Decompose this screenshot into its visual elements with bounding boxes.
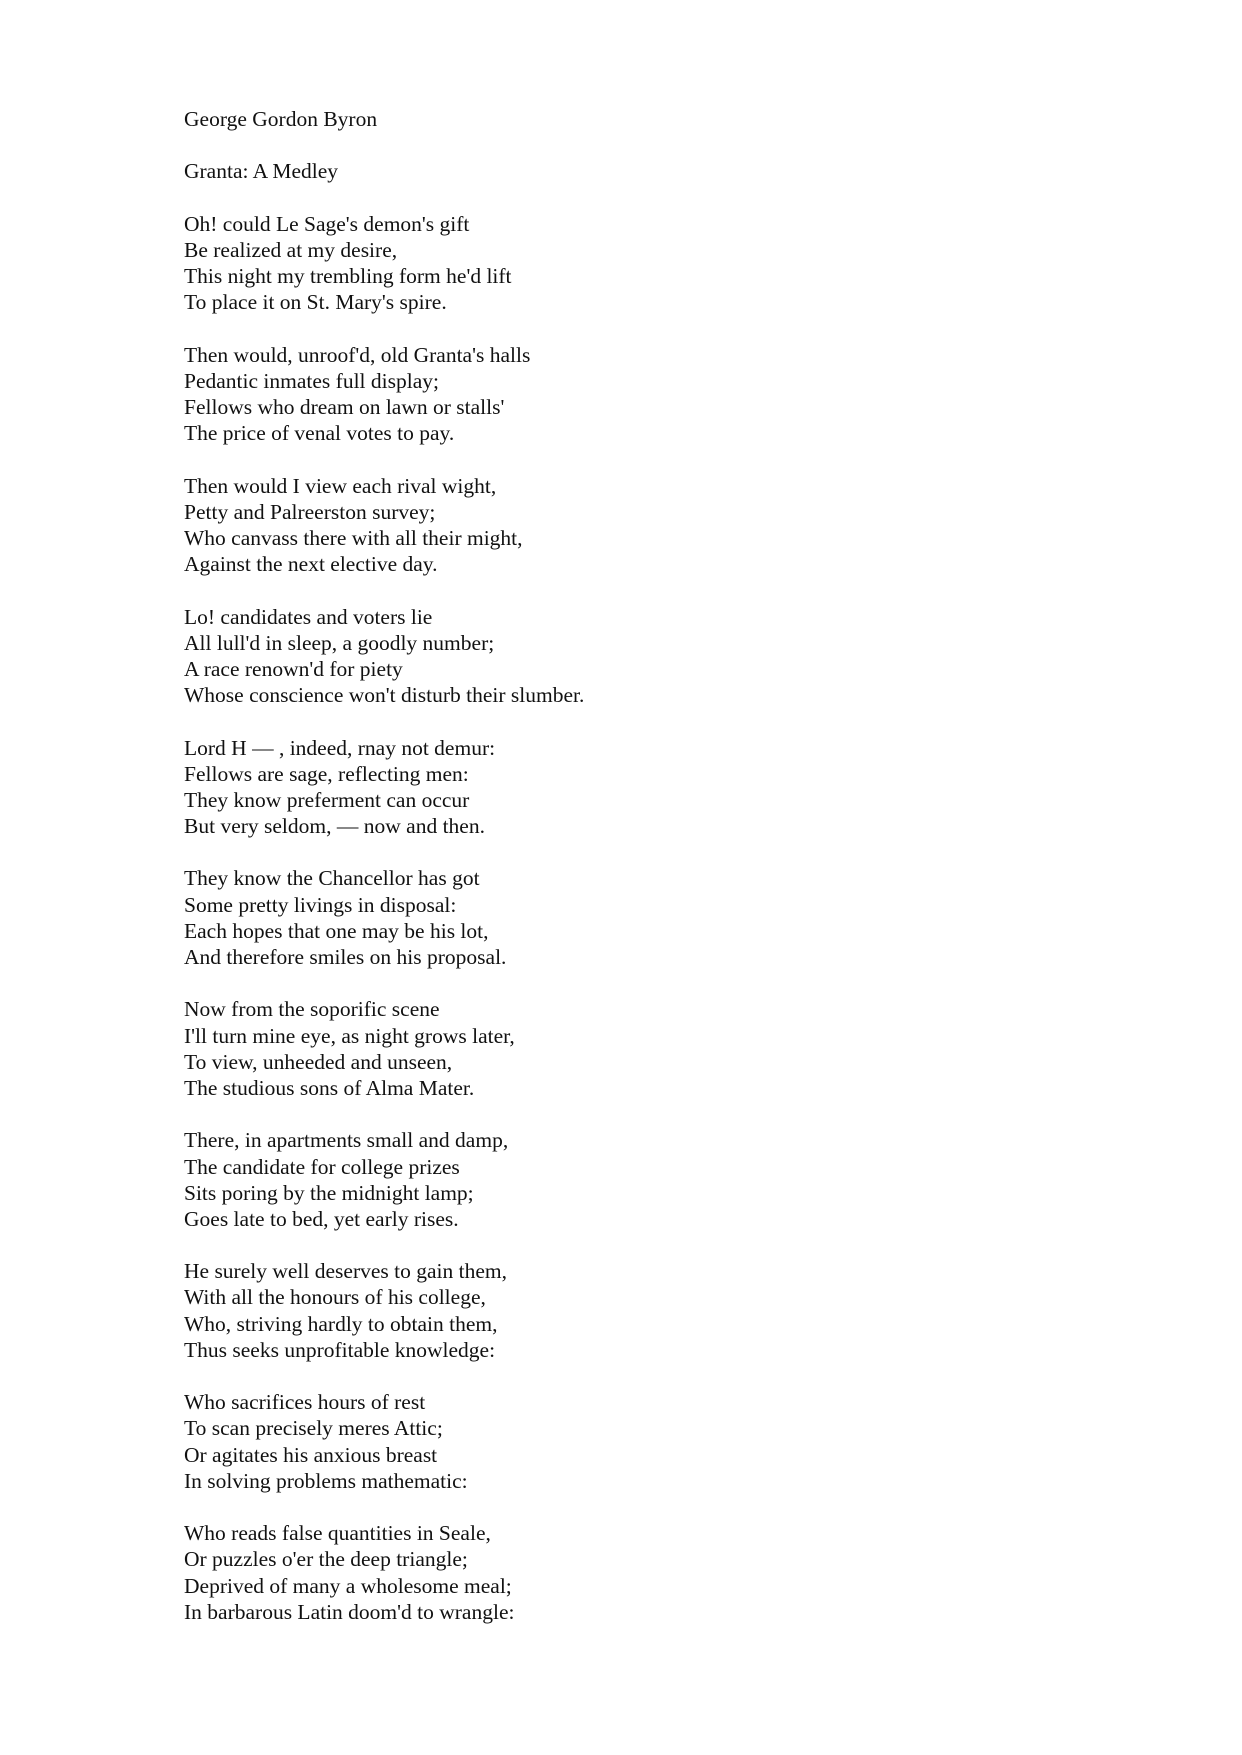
stanza-11 [184, 1520, 1164, 1625]
verse-line: A race renown'd for piety [184, 656, 403, 681]
verse-line: The candidate for college prizes [184, 1154, 460, 1179]
stanza-1 [184, 211, 1164, 316]
verse-line: Sits poring by the midnight lamp; [184, 1180, 474, 1205]
verse-line: With all the honours of his college, [184, 1285, 486, 1310]
stanza-10 [184, 1389, 1164, 1494]
verse-line: Then would I view each rival wight, [184, 473, 497, 498]
verse-line: Or agitates his anxious breast [184, 1442, 438, 1467]
verse-line: To view, unheeded and unseen, [184, 1049, 453, 1074]
verse-line: I'll turn mine eye, as night grows later, [184, 1023, 515, 1048]
verse-line: Who sacrifices hours of rest [184, 1390, 426, 1415]
verse-line: Some pretty livings in disposal: [184, 892, 457, 917]
verse-line: Then would, unroof'd, old Granta's halls [184, 342, 531, 367]
verse-line: Whose conscience won't disturb their slumber. [184, 683, 585, 708]
stanza-9 [184, 1258, 1164, 1363]
verse-line: In barbarous Latin doom'd to wrangle: [184, 1599, 515, 1624]
verse-line: He surely well deserves to gain them, [184, 1259, 508, 1284]
verse-line: And therefore smiles on his proposal. [184, 945, 507, 969]
verse-line: This night my trembling form he'd lift [184, 264, 512, 289]
verse-line: Fellows are sage, reflecting men: [184, 761, 469, 786]
verse-line: Each hopes that one may be his lot, [184, 918, 489, 943]
verse-line: Petty and Palreerston survey; [184, 499, 436, 524]
verse-line: Pedantic inmates full display; [184, 368, 439, 393]
stanza-7 [184, 996, 1164, 1101]
verse-line: Against the next elective day. [184, 552, 438, 577]
verse-line: They know preferment can occur [184, 787, 470, 812]
verse-line: But very seldom, — now and then. [184, 814, 485, 839]
verse-line: Thus seeks unprofitable knowledge: [184, 1337, 496, 1362]
stanza-4 [184, 604, 1164, 709]
verse-line: All lull'd in sleep, a goodly number; [184, 630, 495, 655]
verse-line: The price of venal votes to pay. [184, 421, 455, 446]
document-page [184, 106, 1164, 1651]
verse-line: Fellows who dream on lawn or stalls' [184, 395, 505, 420]
verse-line: There, in apartments small and damp, [184, 1128, 509, 1153]
verse-line: Now from the soporific scene [184, 997, 440, 1022]
verse-line: Oh! could Le Sage's demon's gift [184, 211, 470, 236]
stanza-3 [184, 473, 1164, 578]
verse-line: Be realized at my desire, [184, 237, 398, 262]
verse-line: To place it on St. Mary's spire. [184, 290, 447, 315]
verse-line: Who canvass there with all their might, [184, 526, 523, 550]
verse-line: They know the Chancellor has got [184, 866, 480, 891]
verse-line: Who, striving hardly to obtain them, [184, 1311, 498, 1336]
stanza-5 [184, 735, 1164, 840]
verse-line: Lord H — , indeed, rnay not demur: [184, 735, 496, 760]
verse-line: Deprived of many a wholesome meal; [184, 1573, 512, 1598]
verse-line: To scan precisely meres Attic; [184, 1416, 443, 1441]
stanza-6 [184, 865, 1164, 970]
stanza-8 [184, 1127, 1164, 1232]
stanza-2 [184, 342, 1164, 447]
verse-line: In solving problems mathematic: [184, 1468, 468, 1493]
verse-line: Or puzzles o'er the deep triangle; [184, 1547, 468, 1572]
verse-line: Lo! candidates and voters lie [184, 604, 433, 629]
verse-line: Who reads false quantities in Seale, [184, 1521, 491, 1546]
poem-title: Granta: A Medley [184, 159, 339, 184]
verse-line: Goes late to bed, yet early rises. [184, 1206, 459, 1231]
verse-line: The studious sons of Alma Mater. [184, 1075, 475, 1100]
author-line: George Gordon Byron [184, 107, 378, 131]
